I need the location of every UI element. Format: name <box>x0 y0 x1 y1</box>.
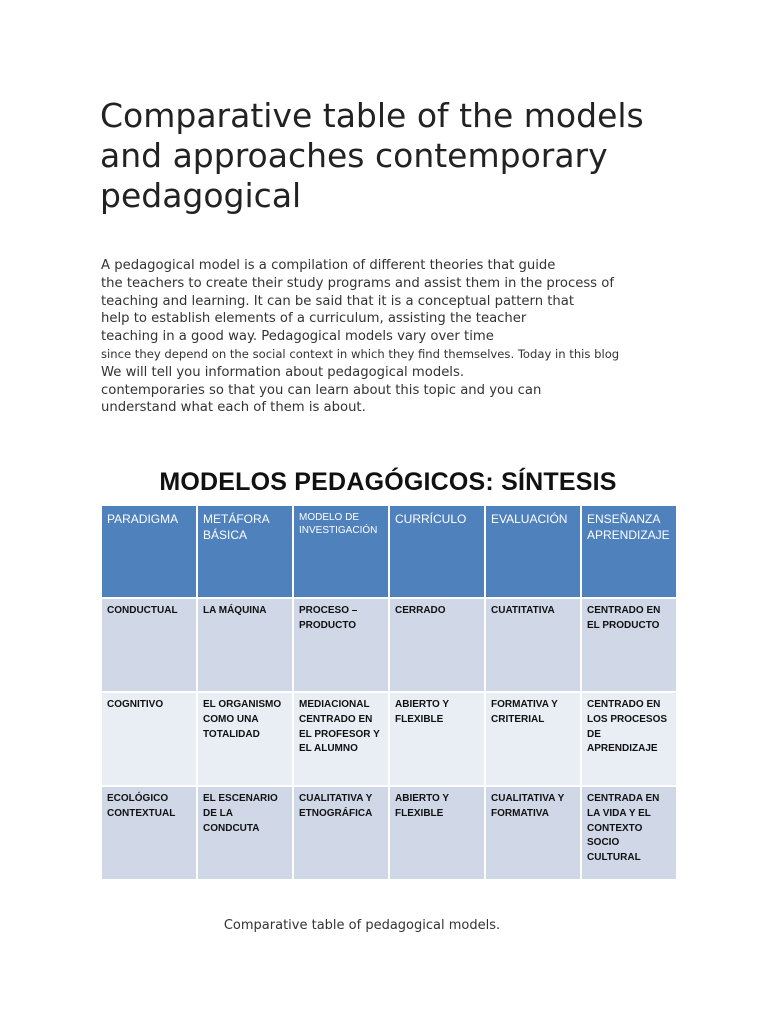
table-cell: CERRADO <box>389 598 485 692</box>
table-cell: CENTRADO EN LOS PROCESOS DE APRENDIZAJE <box>581 692 677 786</box>
header-cell: EVALUACIÓN <box>485 505 581 598</box>
header-cell: PARADIGMA <box>101 505 197 598</box>
table-cell: FORMATIVA Y CRITERIAL <box>485 692 581 786</box>
table-cell: CUATITATIVA <box>485 598 581 692</box>
table-row <box>101 786 677 880</box>
table-cell: EL ESCENARIO DE LA CONDCUTA <box>197 786 293 880</box>
table-row <box>101 598 677 692</box>
intro-line: since they depend on the social context in which they find themselves. Today in this blog <box>101 346 620 361</box>
pedagogical-models-table <box>100 504 678 881</box>
intro-line: We will tell you information about pedagogical models. <box>101 364 465 380</box>
intro-paragraph <box>101 257 721 417</box>
table-cell: COGNITIVO <box>101 692 197 786</box>
header-cell: CURRÍCULO <box>389 505 485 598</box>
intro-line: A pedagogical model is a compilation of different theories that guide <box>101 258 556 273</box>
page-title: Comparative table of the models and approaches contemporary pedagogical <box>100 96 644 215</box>
figure-caption: Comparative table of pedagogical models. <box>223 918 501 933</box>
header-cell: ENSEÑANZA APRENDIZAJE <box>581 505 677 598</box>
table-cell: CONDUCTUAL <box>101 598 197 692</box>
table-cell: ECOLÓGICO CONTEXTUAL <box>101 786 197 880</box>
figure-title: MODELOS PEDAGÓGICOS: SÍNTESIS <box>159 468 617 496</box>
table-cell: ABIERTO Y FLEXIBLE <box>389 692 485 786</box>
intro-line: understand what each of them is about. <box>101 400 366 416</box>
table-cell: CUALITATIVA Y ETNOGRÁFICA <box>293 786 389 880</box>
table-cell: CENTRADA EN LA VIDA Y EL CONTEXTO SOCIO CULTURAL <box>581 786 677 880</box>
table-cell: ABIERTO Y FLEXIBLE <box>389 786 485 880</box>
table-header-row <box>101 505 677 598</box>
table-cell: LA MÁQUINA <box>197 598 293 692</box>
header-cell: METÁFORA BÁSICA <box>197 505 293 598</box>
intro-line: the teachers to create their study programs and assist them in the process of <box>101 275 614 291</box>
intro-line: teaching in a good way. Pedagogical models vary over time <box>101 329 494 345</box>
intro-line: help to establish elements of a curriculum, assisting the teacher <box>101 311 527 327</box>
table-cell: CENTRADO EN EL PRODUCTO <box>581 598 677 692</box>
table-row <box>101 692 677 786</box>
table-cell: EL ORGANISMO COMO UNA TOTALIDAD <box>197 692 293 786</box>
table-cell: PROCESO – PRODUCTO <box>293 598 389 692</box>
intro-line: contemporaries so that you can learn about this topic and you can <box>101 382 542 398</box>
table-cell: CUALITATIVA Y FORMATIVA <box>485 786 581 880</box>
table-cell: MEDIACIONAL CENTRADO EN EL PROFESOR Y EL ALUMNO <box>293 692 389 786</box>
header-cell: MODELO DE INVESTIGACIÓN <box>293 505 389 598</box>
intro-line: teaching and learning. It can be said that it is a conceptual pattern that <box>101 293 575 309</box>
